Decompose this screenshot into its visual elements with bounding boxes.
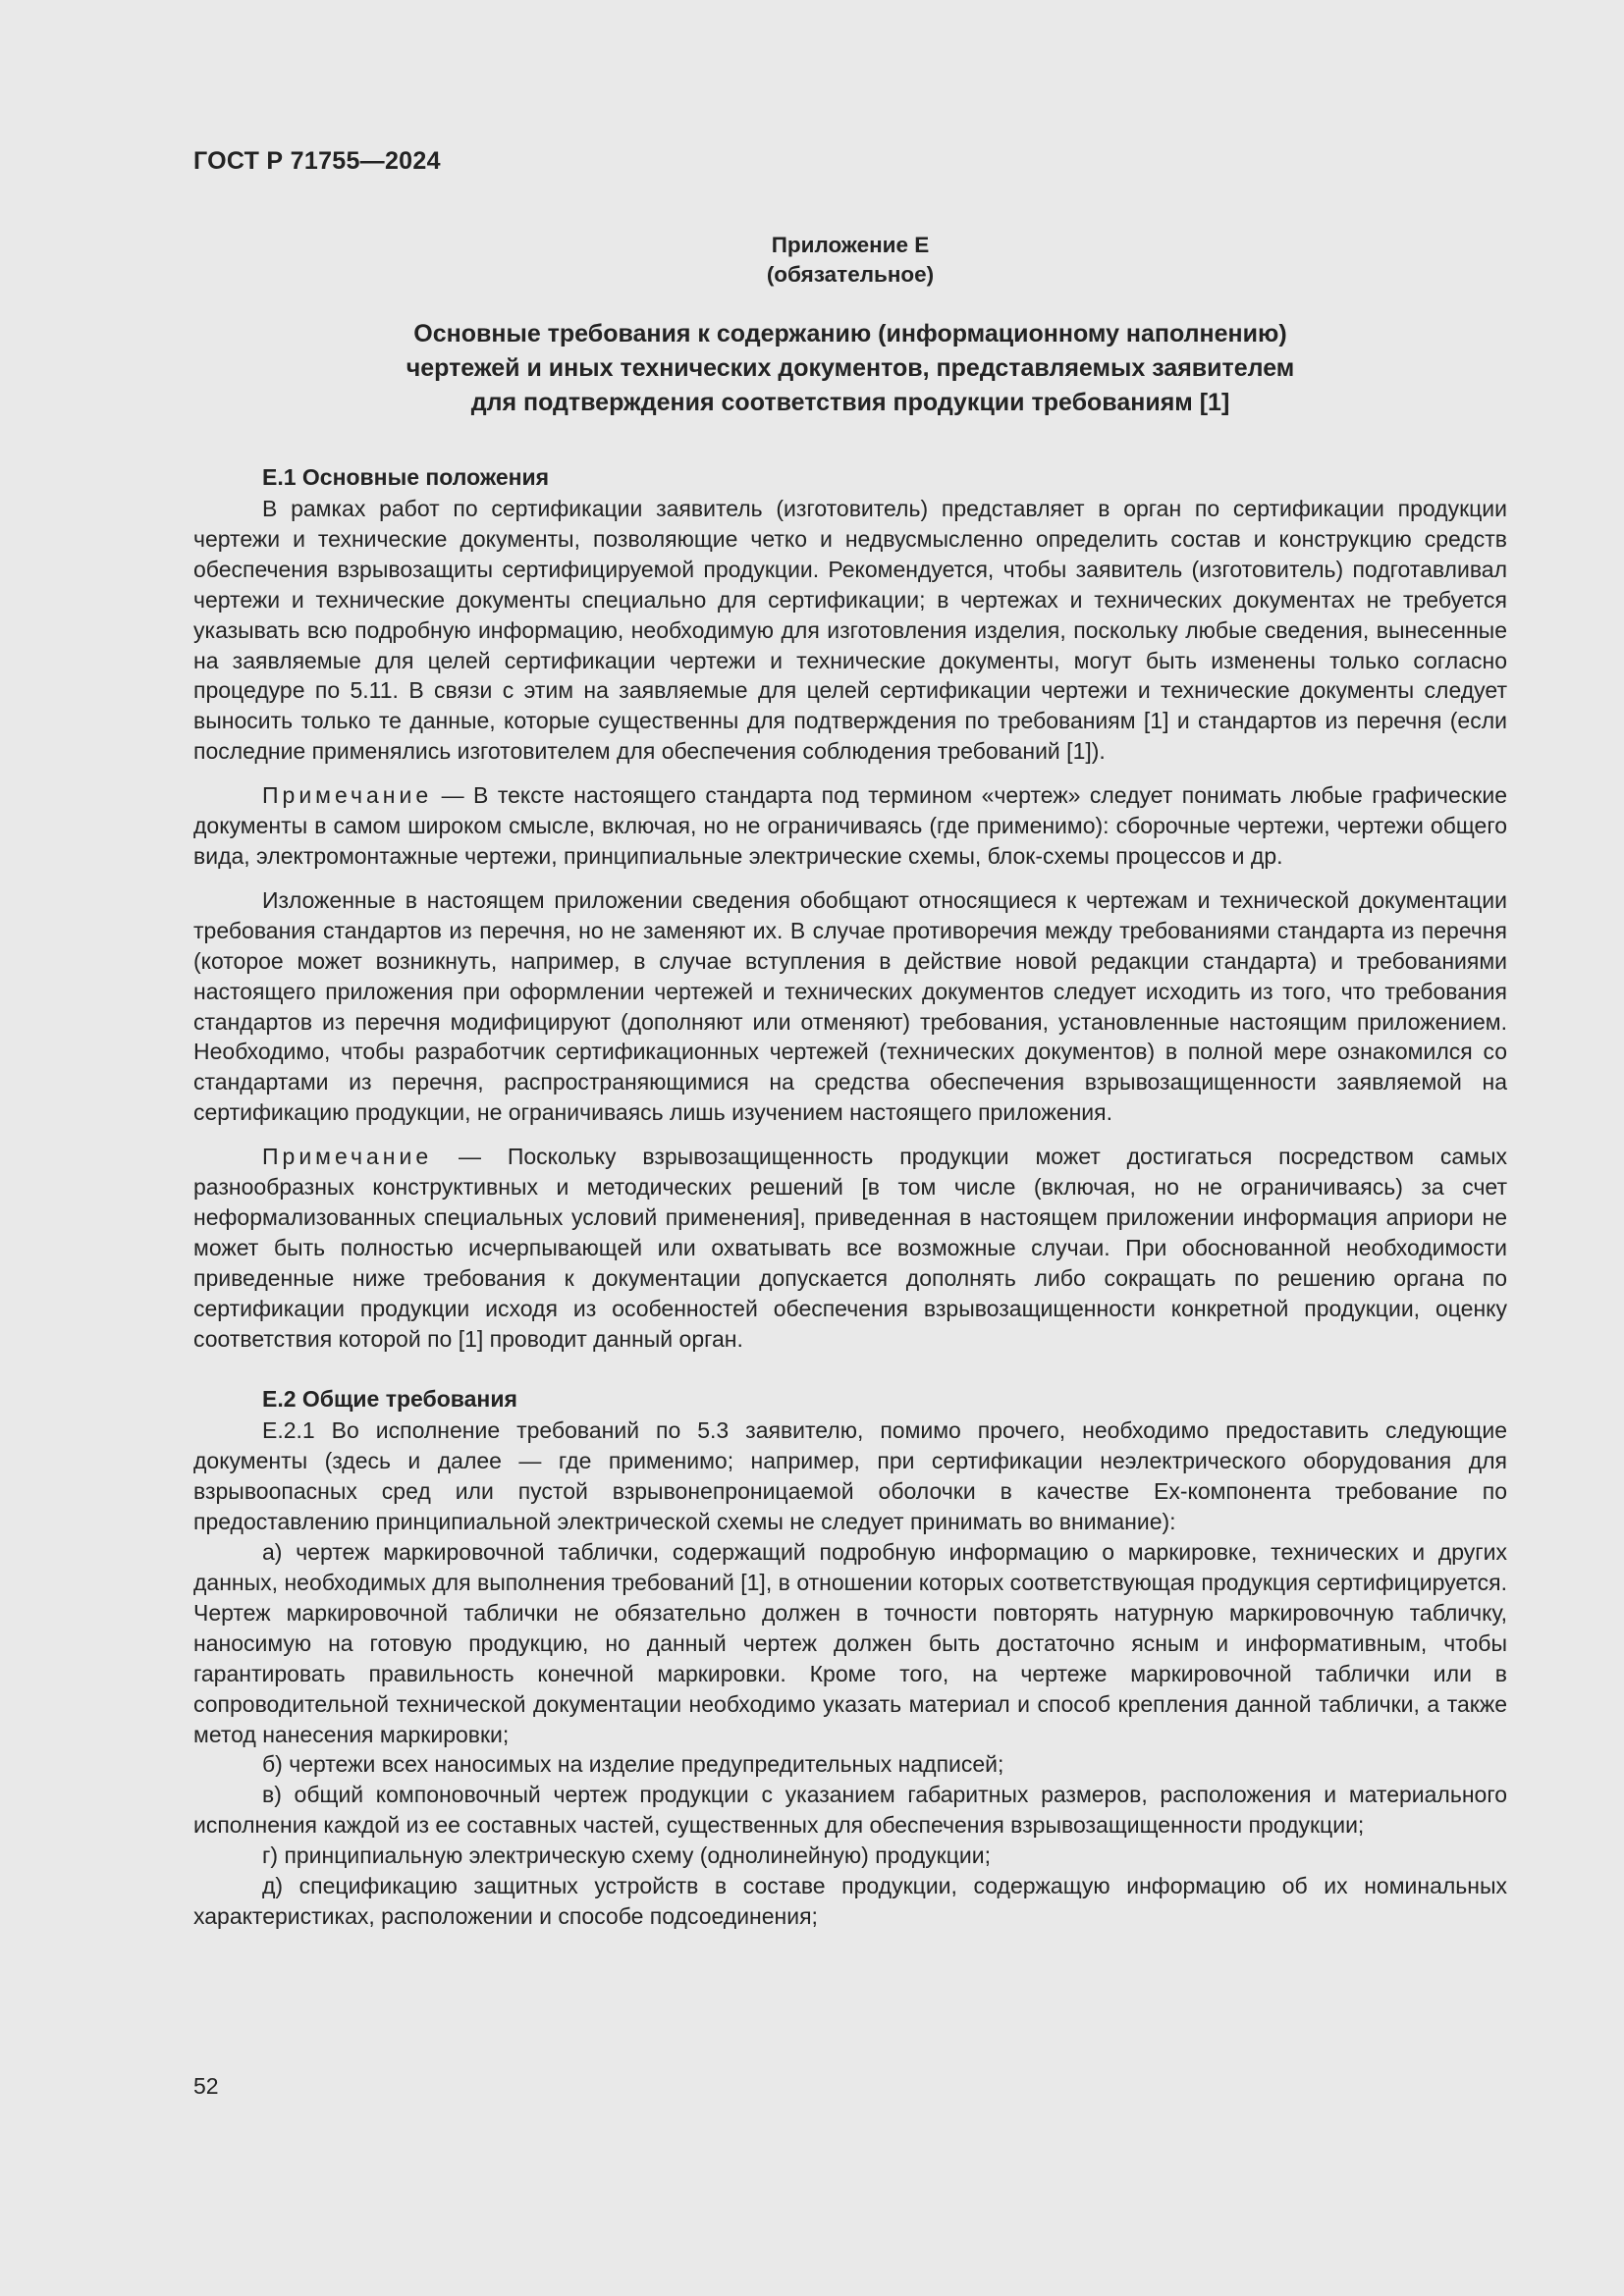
annex-title-line: Основные требования к содержанию (информационному наполнению) [413, 320, 1287, 347]
appendix-heading [193, 231, 1507, 290]
paragraph: Изложенные в настоящем приложении сведения обобщают относящиеся к чертежам и технической документации требования стандартов из перечня, но не заменяют их. В случае противоречия между требованиями стандарта из перечня (которое может возникнуть, например, в случае вступления в действие новой редакции стандарта) и требованиями настоящего приложения при оформлении чертежей и технических документов следует исходить из того, что требования стандартов из перечня модифицируют (дополняют или отменяют) требования, установленные настоящим приложением. Необходимо, чтобы разработчик сертификационных чертежей (технических документов) в полной мере ознакомился со стандартами из перечня, распространяющимися на средства обеспечения взрывозащищенности заявляемой на сертификацию продукции, не ограничиваясь лишь изучением настоящего приложения. [193, 886, 1507, 1126]
annex-title [193, 317, 1507, 420]
appendix-label: Приложение Е [771, 233, 930, 257]
document-page [193, 147, 1507, 1932]
note-label: Примечание [262, 782, 433, 809]
list-item: г) принципиальную электрическую схему (однолинейную) продукции; [262, 1842, 991, 1869]
list-item: д) спецификацию защитных устройств в составе продукции, содержащую информацию об их номинальных характеристиках, расположении и способе подсоединения; [193, 1873, 1507, 1929]
section-heading-e1: Е.1 Основные положения [262, 464, 550, 490]
list-item: а) чертеж маркировочной таблички, содержащий подробную информацию о маркировке, технических и других данных, необходимых для выполнения требований [1], в отношении которых соответствующая продукция сертифицируется. Чертеж маркировочной таблички не обязательно должен в точности повторять натурную маркировочную табличку, наносимую на готовую продукцию, но данный чертеж должен быть достаточно ясным и информативным, чтобы гарантировать правильность конечной маркировки. Кроме того, на чертеже маркировочной таблички или в сопроводительной технической документации необходимо указать материал и способ крепления данной таблички, а также метод нанесения маркировки; [193, 1539, 1507, 1747]
standard-code: ГОСТ Р 71755—2024 [193, 147, 441, 175]
note-paragraph [193, 780, 1507, 872]
note-label: Примечание [262, 1144, 433, 1170]
list-item: б) чертежи всех наносимых на изделие предупредительных надписей; [262, 1751, 1004, 1778]
paragraph: В рамках работ по сертификации заявитель (изготовитель) представляет в орган по сертификации продукции чертежи и технические документы, позволяющие четко и недвусмысленно определить состав и конструкцию средств обеспечения взрывозащиты сертифицируемой продукции. Рекомендуется, чтобы заявитель (изготовитель) подготавливал чертежи и технические документы специально для сертификации; в чертежах и технических документах не требуется указывать всю подробную информацию, необходимую для изготовления изделия, поскольку любые сведения, вынесенные на заявляемые для целей сертификации чертежи и технические документы, могут быть изменены только согласно процедуре по 5.11. В связи с этим на заявляемые для целей сертификации чертежи и технические документы следует выносить только те данные, которые существенны для подтверждения по требованиям [1] и стандартов из перечня (если последние применялись изготовителем для обеспечения соблюдения требований [1]). [193, 496, 1507, 765]
section-heading-e2: Е.2 Общие требования [262, 1386, 517, 1413]
paragraph: Е.2.1 Во исполнение требований по 5.3 заявителю, помимо прочего, необходимо предоставить следующие документы (здесь и далее — где применимо; например, при сертификации неэлектрического оборудования для взрывоопасных сред или пустой взрывонепроницаемой оболочки в качестве Ех-компонента требование по предоставлению принципиальной электрической схемы не следует принимать во внимание): [193, 1417, 1507, 1535]
list-item: в) общий компоновочный чертеж продукции с указанием габаритных размеров, расположения и материального исполнения каждой из ее составных частей, существенных для обеспечения взрывозащищенности продукции; [193, 1782, 1507, 1839]
note-text: — В тексте настоящего стандарта под термином «чертеж» следует понимать любые графические документы в самом широком смысле, включая, но не ограничиваясь (где применимо): сборочные чертежи, чертежи общего вида, электромонтажные чертежи, принципиальные электрические схемы, блок-схемы процессов и др. [193, 782, 1507, 869]
annex-title-line: для подтверждения соответствия продукции требованиям [1] [470, 389, 1230, 416]
appendix-status: (обязательное) [766, 262, 935, 287]
page-number: 52 [193, 2073, 219, 2099]
annex-title-line: чертежей и иных технических документов, представляемых заявителем [406, 354, 1295, 382]
note-text: — Поскольку взрывозащищенность продукции может достигаться посредством самых разнообразных конструктивных и методических решений [в том числе (включая, но не ограничиваясь) за счет неформализованных специальных условий применения], приведенная в настоящем приложении информация априори не может быть полностью исчерпывающей или охватывать все возможные случаи. При обоснованной необходимости приведенные ниже требования к документации допускается дополнять либо сокращать по решению органа по сертификации продукции исходя из особенностей обеспечения взрывозащищенности конкретной продукции, оценку соответствия которой по [1] проводит данный орган. [193, 1144, 1507, 1352]
note-paragraph [193, 1142, 1507, 1354]
